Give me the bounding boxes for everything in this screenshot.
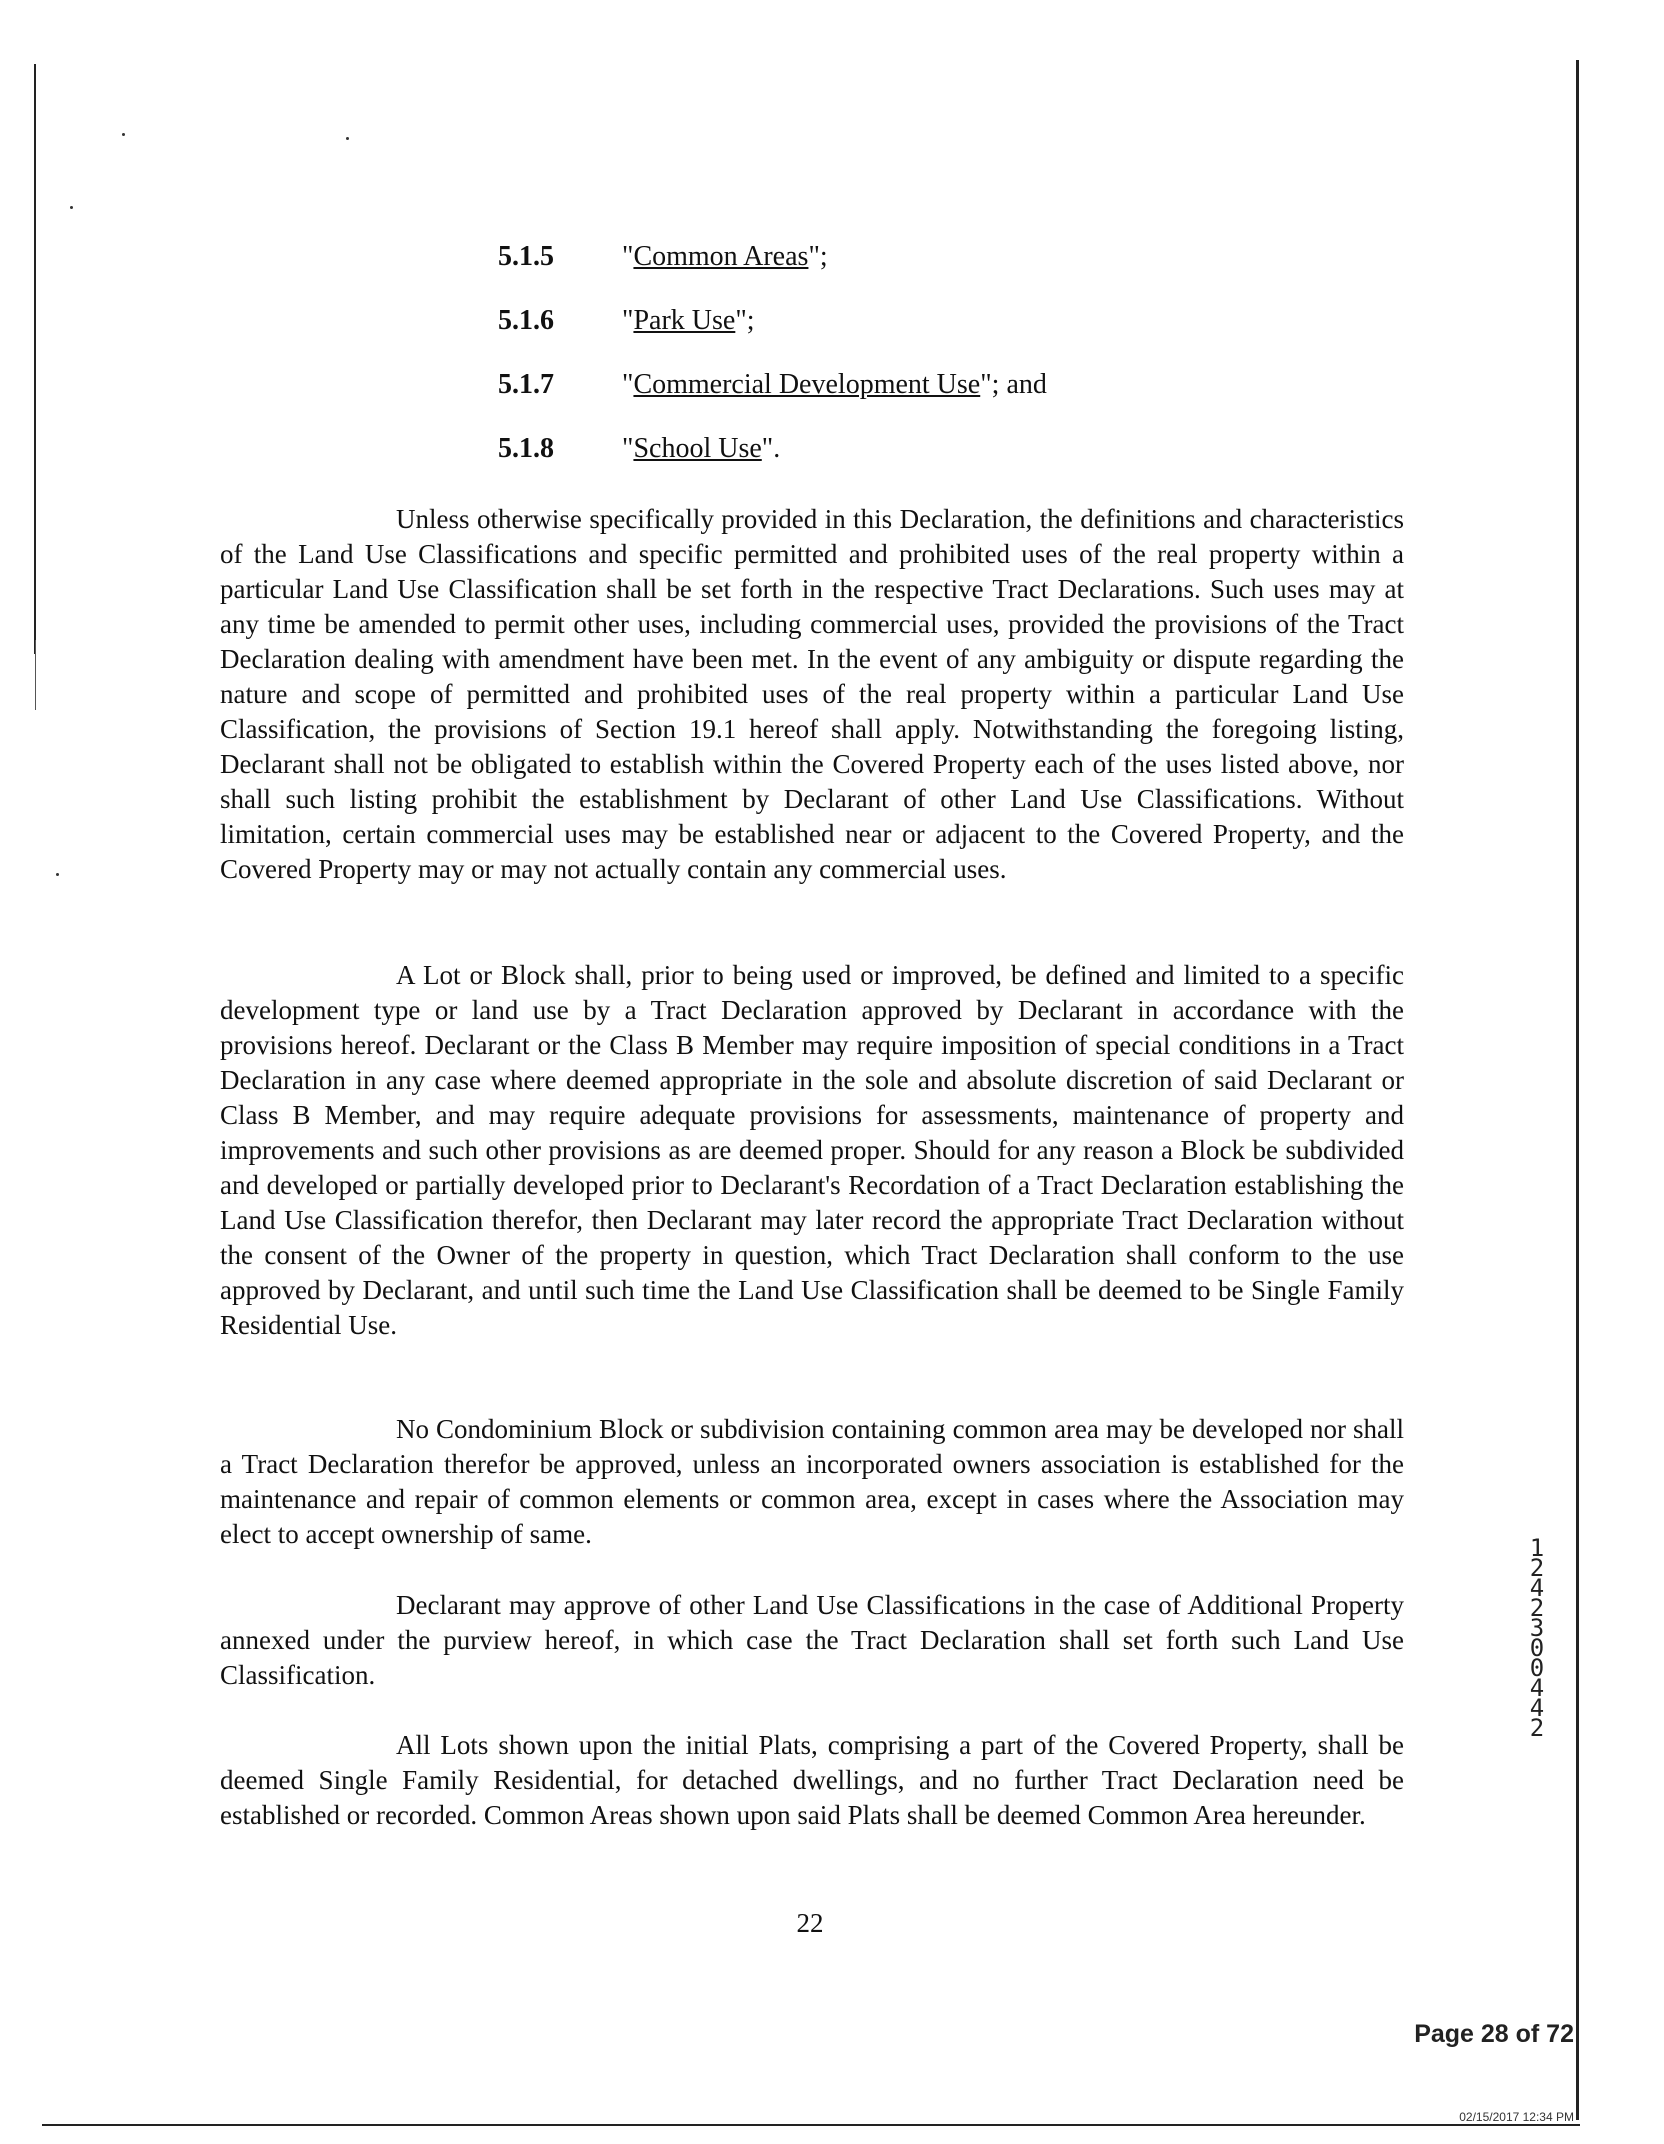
definition-suffix: "; and	[980, 369, 1047, 400]
left-scan-mark	[35, 640, 36, 710]
quote-open: "	[622, 433, 634, 464]
scan-speck	[346, 137, 349, 140]
page-number: 22	[796, 1908, 824, 1938]
definition-item	[498, 304, 755, 338]
definition-number: 5.1.5	[498, 241, 554, 272]
scan-speck	[56, 873, 59, 876]
left-scan-border	[34, 64, 36, 654]
definition-number: 5.1.8	[498, 433, 554, 464]
definition-number: 5.1.7	[498, 369, 554, 400]
document-id-stamp: 1242300442	[1529, 1534, 1545, 1742]
definition-number: 5.1.6	[498, 305, 554, 336]
quote-open: "	[622, 369, 634, 400]
paragraph-land-use-definitions: Unless otherwise specifically provided in this Declaration, the definitions and characteristics of the Land Use Classifications and specific permitted and prohibited uses of the real property within a particular Land Use Classification shall be set forth in the respective Tract Declarations. Such uses may at any time be amended to permit other uses, including commercial uses, provided the provisions of the Tract Declaration dealing with amendment have been met. In the event of any ambiguity or dispute regarding the nature and scope of permitted and prohibited uses of the real property within a particular Land Use Classification, the provisions of Section 19.1 hereof shall apply. Notwithstanding the foregoing listing, Declarant shall not be obligated to establish within the Covered Property each of the uses listed above, nor shall such listing prohibit the establishment by Declarant of other Land Use Classifications. Without limitation, certain commercial uses may be established near or adjacent to the Covered Property, and the Covered Property may or may not actually contain any commercial uses.	[220, 504, 1404, 884]
definition-term: Park Use	[633, 305, 736, 336]
paragraph-condominium-block: No Condominium Block or subdivision containing common area may be developed nor shall a Tract Declaration therefor be approved, unless an incorporated owners association is established for the maintenance and repair of common elements or common area, except in cases where the Association may elect to accept ownership of same.	[220, 1414, 1404, 1549]
definition-item	[498, 368, 1047, 402]
recording-timestamp: 02/15/2017 12:34 PM	[1459, 2110, 1574, 2124]
definition-suffix: ";	[735, 305, 755, 336]
page-counter: Page 28 of 72	[1414, 2020, 1574, 2048]
definition-item	[498, 432, 780, 466]
quote-open: "	[622, 241, 634, 272]
right-scan-border	[1576, 60, 1579, 2120]
paragraph-additional-property: Declarant may approve of other Land Use Classifications in the case of Additional Property annexed under the purview hereof, in which case the Tract Declaration shall set forth such Land Use Classification.	[220, 1590, 1404, 1690]
definition-suffix: ".	[761, 433, 781, 464]
quote-open: "	[622, 305, 634, 336]
definition-item	[498, 240, 828, 274]
scan-speck	[70, 206, 73, 209]
definition-term: Commercial Development Use	[633, 369, 981, 400]
scan-speck	[122, 133, 125, 136]
bottom-scan-border	[42, 2124, 1580, 2126]
definition-term: Common Areas	[633, 241, 809, 272]
definition-suffix: ";	[808, 241, 828, 272]
paragraph-initial-plats: All Lots shown upon the initial Plats, comprising a part of the Covered Property, shall be deemed Single Family Residential, for detached dwellings, and no further Tract Declaration need be established or recorded. Common Areas shown upon said Plats shall be deemed Common Area hereunder.	[220, 1730, 1404, 1830]
definition-term: School Use	[633, 433, 762, 464]
paragraph-lot-block-limitation: A Lot or Block shall, prior to being used or improved, be defined and limited to a specific development type or land use by a Tract Declaration approved by Declarant in accordance with the provisions hereof. Declarant or the Class B Member may require imposition of special conditions in a Tract Declaration in any case where deemed appropriate in the sole and absolute discretion of said Declarant or Class B Member, and may require adequate provisions for assessments, maintenance of property and improvements and such other provisions as are deemed proper. Should for any reason a Block be subdivided and developed or partially developed prior to Declarant's Recordation of a Tract Declaration establishing the Land Use Classification therefor, then Declarant may later record the appropriate Tract Declaration without the consent of the Owner of the property in question, which Tract Declaration shall conform to the use approved by Declarant, and until such time the Land Use Classification shall be deemed to be Single Family Residential Use.	[220, 960, 1404, 1340]
